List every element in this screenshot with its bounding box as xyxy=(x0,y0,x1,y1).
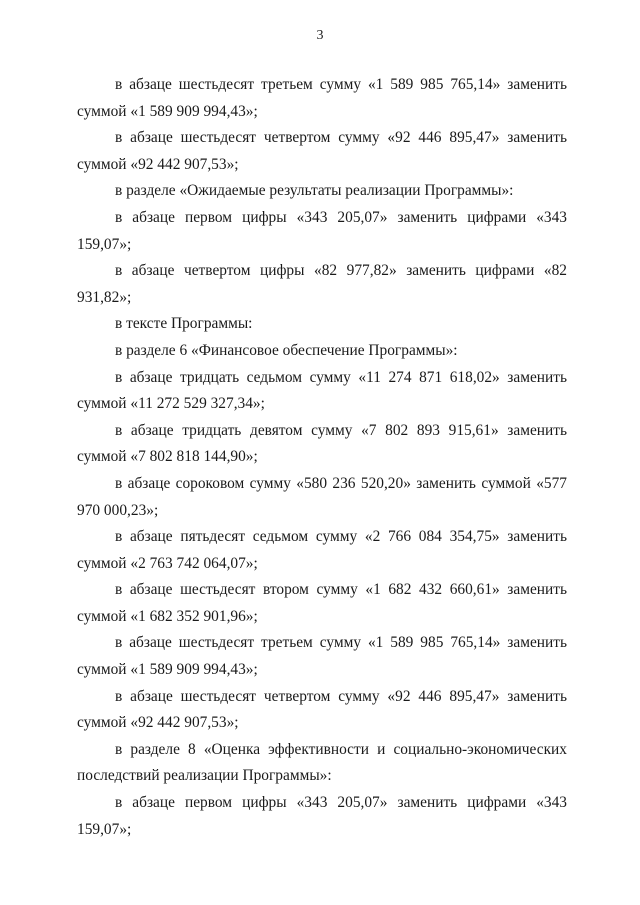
page-number: 3 xyxy=(316,28,324,43)
paragraph: в абзаце сороковом сумму «580 236 520,20» заменить суммой «577 970 000,23»; xyxy=(77,474,567,519)
paragraph: в абзаце первом цифры «343 205,07» заменить цифрами «343 159,07»; xyxy=(77,208,567,253)
paragraph: в абзаце шестьдесят четвертом сумму «92 446 895,47» заменить суммой «92 442 907,53»; xyxy=(77,687,567,732)
paragraph: в разделе «Ожидаемые результаты реализации Программы»: xyxy=(115,182,514,200)
paragraph: в абзаце четвертом цифры «82 977,82» заменить цифрами «82 931,82»; xyxy=(77,262,567,306)
paragraph: в абзаце пятьдесят седьмом сумму «2 766 084 354,75» заменить суммой «2 763 742 064,07»; xyxy=(77,528,567,572)
paragraph: в разделе 6 «Финансовое обеспечение Программы»: xyxy=(115,341,458,359)
paragraph: в абзаце первом цифры «343 205,07» заменить цифрами «343 159,07»; xyxy=(77,794,567,838)
paragraph: в абзаце шестьдесят четвертом сумму «92 446 895,47» заменить суммой «92 442 907,53»; xyxy=(77,129,567,173)
paragraph: в абзаце тридцать девятом сумму «7 802 893 915,61» заменить суммой «7 802 818 144,90»; xyxy=(77,421,567,466)
paragraph: в абзаце тридцать седьмом сумму «11 274 871 618,02» заменить суммой «11 272 529 327,34»; xyxy=(77,368,567,413)
paragraph: в абзаце шестьдесят третьем сумму «1 589 985 765,14» заменить суммой «1 589 909 994,43»; xyxy=(77,76,567,120)
paragraph: в абзаце шестьдесят третьем сумму «1 589 985 765,14» заменить суммой «1 589 909 994,43»; xyxy=(77,634,567,679)
paragraph: в абзаце шестьдесят втором сумму «1 682 432 660,61» заменить суммой «1 682 352 901,96»; xyxy=(77,581,567,625)
paragraph: в тексте Программы: xyxy=(115,315,253,333)
paragraph: в разделе 8 «Оценка эффективности и социально-экономических последствий реализации Программы»: xyxy=(77,740,567,785)
document-body xyxy=(77,72,567,843)
